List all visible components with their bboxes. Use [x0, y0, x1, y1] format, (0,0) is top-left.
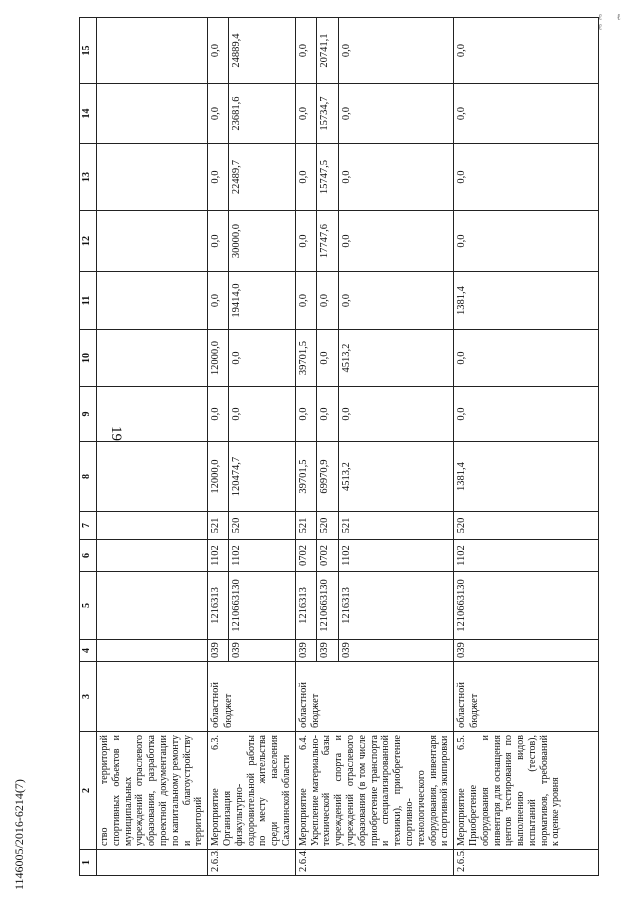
- cell: 039: [454, 640, 599, 662]
- header-cell: 5: [80, 572, 97, 640]
- header-cell: 8: [80, 442, 97, 512]
- header-cell: 12: [80, 211, 97, 272]
- cell: 0,0: [454, 84, 599, 144]
- cell: 0,0: [208, 84, 228, 144]
- cell: 521: [295, 512, 316, 540]
- cell-empty: [97, 850, 208, 876]
- measure-name: Мероприятие 6.3. Организация физкультурно-оздоровительной работы по месту жительства среди населения Сахалинской области: [208, 732, 296, 850]
- cell: 0,0: [338, 144, 454, 211]
- cell: 0,0: [208, 144, 228, 211]
- cell: 0,0: [317, 272, 338, 330]
- table-row: [454, 18, 599, 876]
- cell: 0,0: [208, 18, 228, 84]
- header-cell: 15: [80, 18, 97, 84]
- cell: 1381,4: [454, 272, 599, 330]
- cell-empty: [97, 144, 208, 211]
- header-cell: 11: [80, 272, 97, 330]
- page-number: 19: [108, 426, 124, 441]
- cell: 4513,2: [338, 442, 454, 512]
- cell: 23681,6: [228, 84, 295, 144]
- table-row: [295, 18, 316, 876]
- cell: 039: [338, 640, 454, 662]
- cell-empty: [97, 540, 208, 572]
- cell: 12000,0: [208, 442, 228, 512]
- header-cell: 13: [80, 144, 97, 211]
- cell-empty: [97, 442, 208, 512]
- measure-name: Мероприятие 6.5. Приобретение оборудования и инвентаря для оснащения центов тестирования по выполнению видов испытаний (тестов), нормативов, требований к оценке уровня: [454, 732, 599, 850]
- header-cell: 9: [80, 387, 97, 442]
- cell: 0,0: [338, 18, 454, 84]
- cell: 0702: [295, 540, 316, 572]
- cell: 1102: [228, 540, 295, 572]
- cell: 0,0: [317, 387, 338, 442]
- funding-source: областной бюджет: [208, 662, 296, 732]
- measure-name-continued: ство территорий спортивных объектов и муниципальных учреждений отраслевого образования, разработка проектной документации по капитальному ремонту и благоустройству территорий: [97, 732, 208, 850]
- cell: 0,0: [317, 330, 338, 387]
- row-number: 2.6.5.: [454, 850, 599, 876]
- cell: 1216313: [295, 572, 316, 640]
- cell: 15747,5: [317, 144, 338, 211]
- header-cell: 3: [80, 662, 97, 732]
- cell: 0,0: [454, 211, 599, 272]
- cell: 0,0: [228, 387, 295, 442]
- cell-empty: [97, 512, 208, 540]
- cell-empty: [97, 211, 208, 272]
- cell: 521: [338, 512, 454, 540]
- cell-empty: [97, 272, 208, 330]
- cell: 520: [228, 512, 295, 540]
- cell: 0,0: [208, 272, 228, 330]
- cell: 039: [295, 640, 316, 662]
- cell: 0,0: [338, 211, 454, 272]
- cell-empty: [97, 640, 208, 662]
- cell: 520: [454, 512, 599, 540]
- cell: 24889,4: [228, 18, 295, 84]
- cell: 12000,0: [208, 330, 228, 387]
- cell: 039: [228, 640, 295, 662]
- cell: 1216313: [338, 572, 454, 640]
- cell: 0,0: [454, 387, 599, 442]
- cell: 0,0: [208, 387, 228, 442]
- cell: 039: [317, 640, 338, 662]
- cell: 69970,9: [317, 442, 338, 512]
- cell: 0,0: [295, 387, 316, 442]
- funding-source: областной бюджет: [295, 662, 453, 732]
- header-cell: 1: [80, 850, 97, 876]
- cell: 0,0: [338, 84, 454, 144]
- cell: 1210663130: [228, 572, 295, 640]
- header-cell: 7: [80, 512, 97, 540]
- cell-empty: [97, 662, 208, 732]
- cell: 039: [208, 640, 228, 662]
- cell: 1102: [454, 540, 599, 572]
- header-row: [80, 18, 97, 876]
- cell: 39701,5: [295, 330, 316, 387]
- cell: 0,0: [295, 211, 316, 272]
- cell-empty: [97, 387, 208, 442]
- cell: 19414,0: [228, 272, 295, 330]
- cell: 520: [317, 512, 338, 540]
- cell: 0,0: [295, 144, 316, 211]
- cell: 17747,6: [317, 211, 338, 272]
- cell: 1102: [208, 540, 228, 572]
- cell: 1210663130: [454, 572, 599, 640]
- cell: 0,0: [295, 18, 316, 84]
- cell: 30000,0: [228, 211, 295, 272]
- corner-scribble: ℓ ℓ ℓ: [598, 12, 627, 32]
- cell-empty: [97, 18, 208, 84]
- cell: 0,0: [208, 211, 228, 272]
- measure-name: Мероприятие 6.4. Укрепление материально-технической базы учреждений спорта и учреждений отраслевого образования (в том числе приобретение транспорта и специализированной техники), приобретение спортивно-технологического оборудования, инвентаря и спортивной экипировки: [295, 732, 453, 850]
- cell: 120474,7: [228, 442, 295, 512]
- table-row: [208, 18, 228, 876]
- header-cell: 2: [80, 732, 97, 850]
- row-number: 2.6.3.: [208, 850, 296, 876]
- cell: 0,0: [454, 18, 599, 84]
- cell: 4513,2: [338, 330, 454, 387]
- cell: 0,0: [295, 84, 316, 144]
- cell: 0702: [317, 540, 338, 572]
- cell-empty: [97, 572, 208, 640]
- funding-source: областной бюджет: [454, 662, 599, 732]
- header-cell: 6: [80, 540, 97, 572]
- cell-empty: [97, 330, 208, 387]
- row-number: 2.6.4.: [295, 850, 453, 876]
- cell: 39701,5: [295, 442, 316, 512]
- cell: 0,0: [454, 330, 599, 387]
- cell-empty: [97, 84, 208, 144]
- cell: 0,0: [338, 387, 454, 442]
- header-cell: 4: [80, 640, 97, 662]
- cell: 1102: [338, 540, 454, 572]
- cell: 0,0: [228, 330, 295, 387]
- cell: 521: [208, 512, 228, 540]
- cell: 20741,1: [317, 18, 338, 84]
- header-cell: 10: [80, 330, 97, 387]
- cell: 22489,7: [228, 144, 295, 211]
- cell: 0,0: [295, 272, 316, 330]
- continuation-row: [97, 18, 208, 876]
- cell: 1216313: [208, 572, 228, 640]
- cell: 0,0: [454, 144, 599, 211]
- cell: 15734,7: [317, 84, 338, 144]
- header-cell: 14: [80, 84, 97, 144]
- cell: 1381,4: [454, 442, 599, 512]
- cell: 0,0: [338, 272, 454, 330]
- cell: 1210663130: [317, 572, 338, 640]
- document-code: 1146005/2016-6214(7): [12, 779, 26, 890]
- rotated-table-container: [79, 18, 599, 876]
- budget-table: [79, 17, 599, 876]
